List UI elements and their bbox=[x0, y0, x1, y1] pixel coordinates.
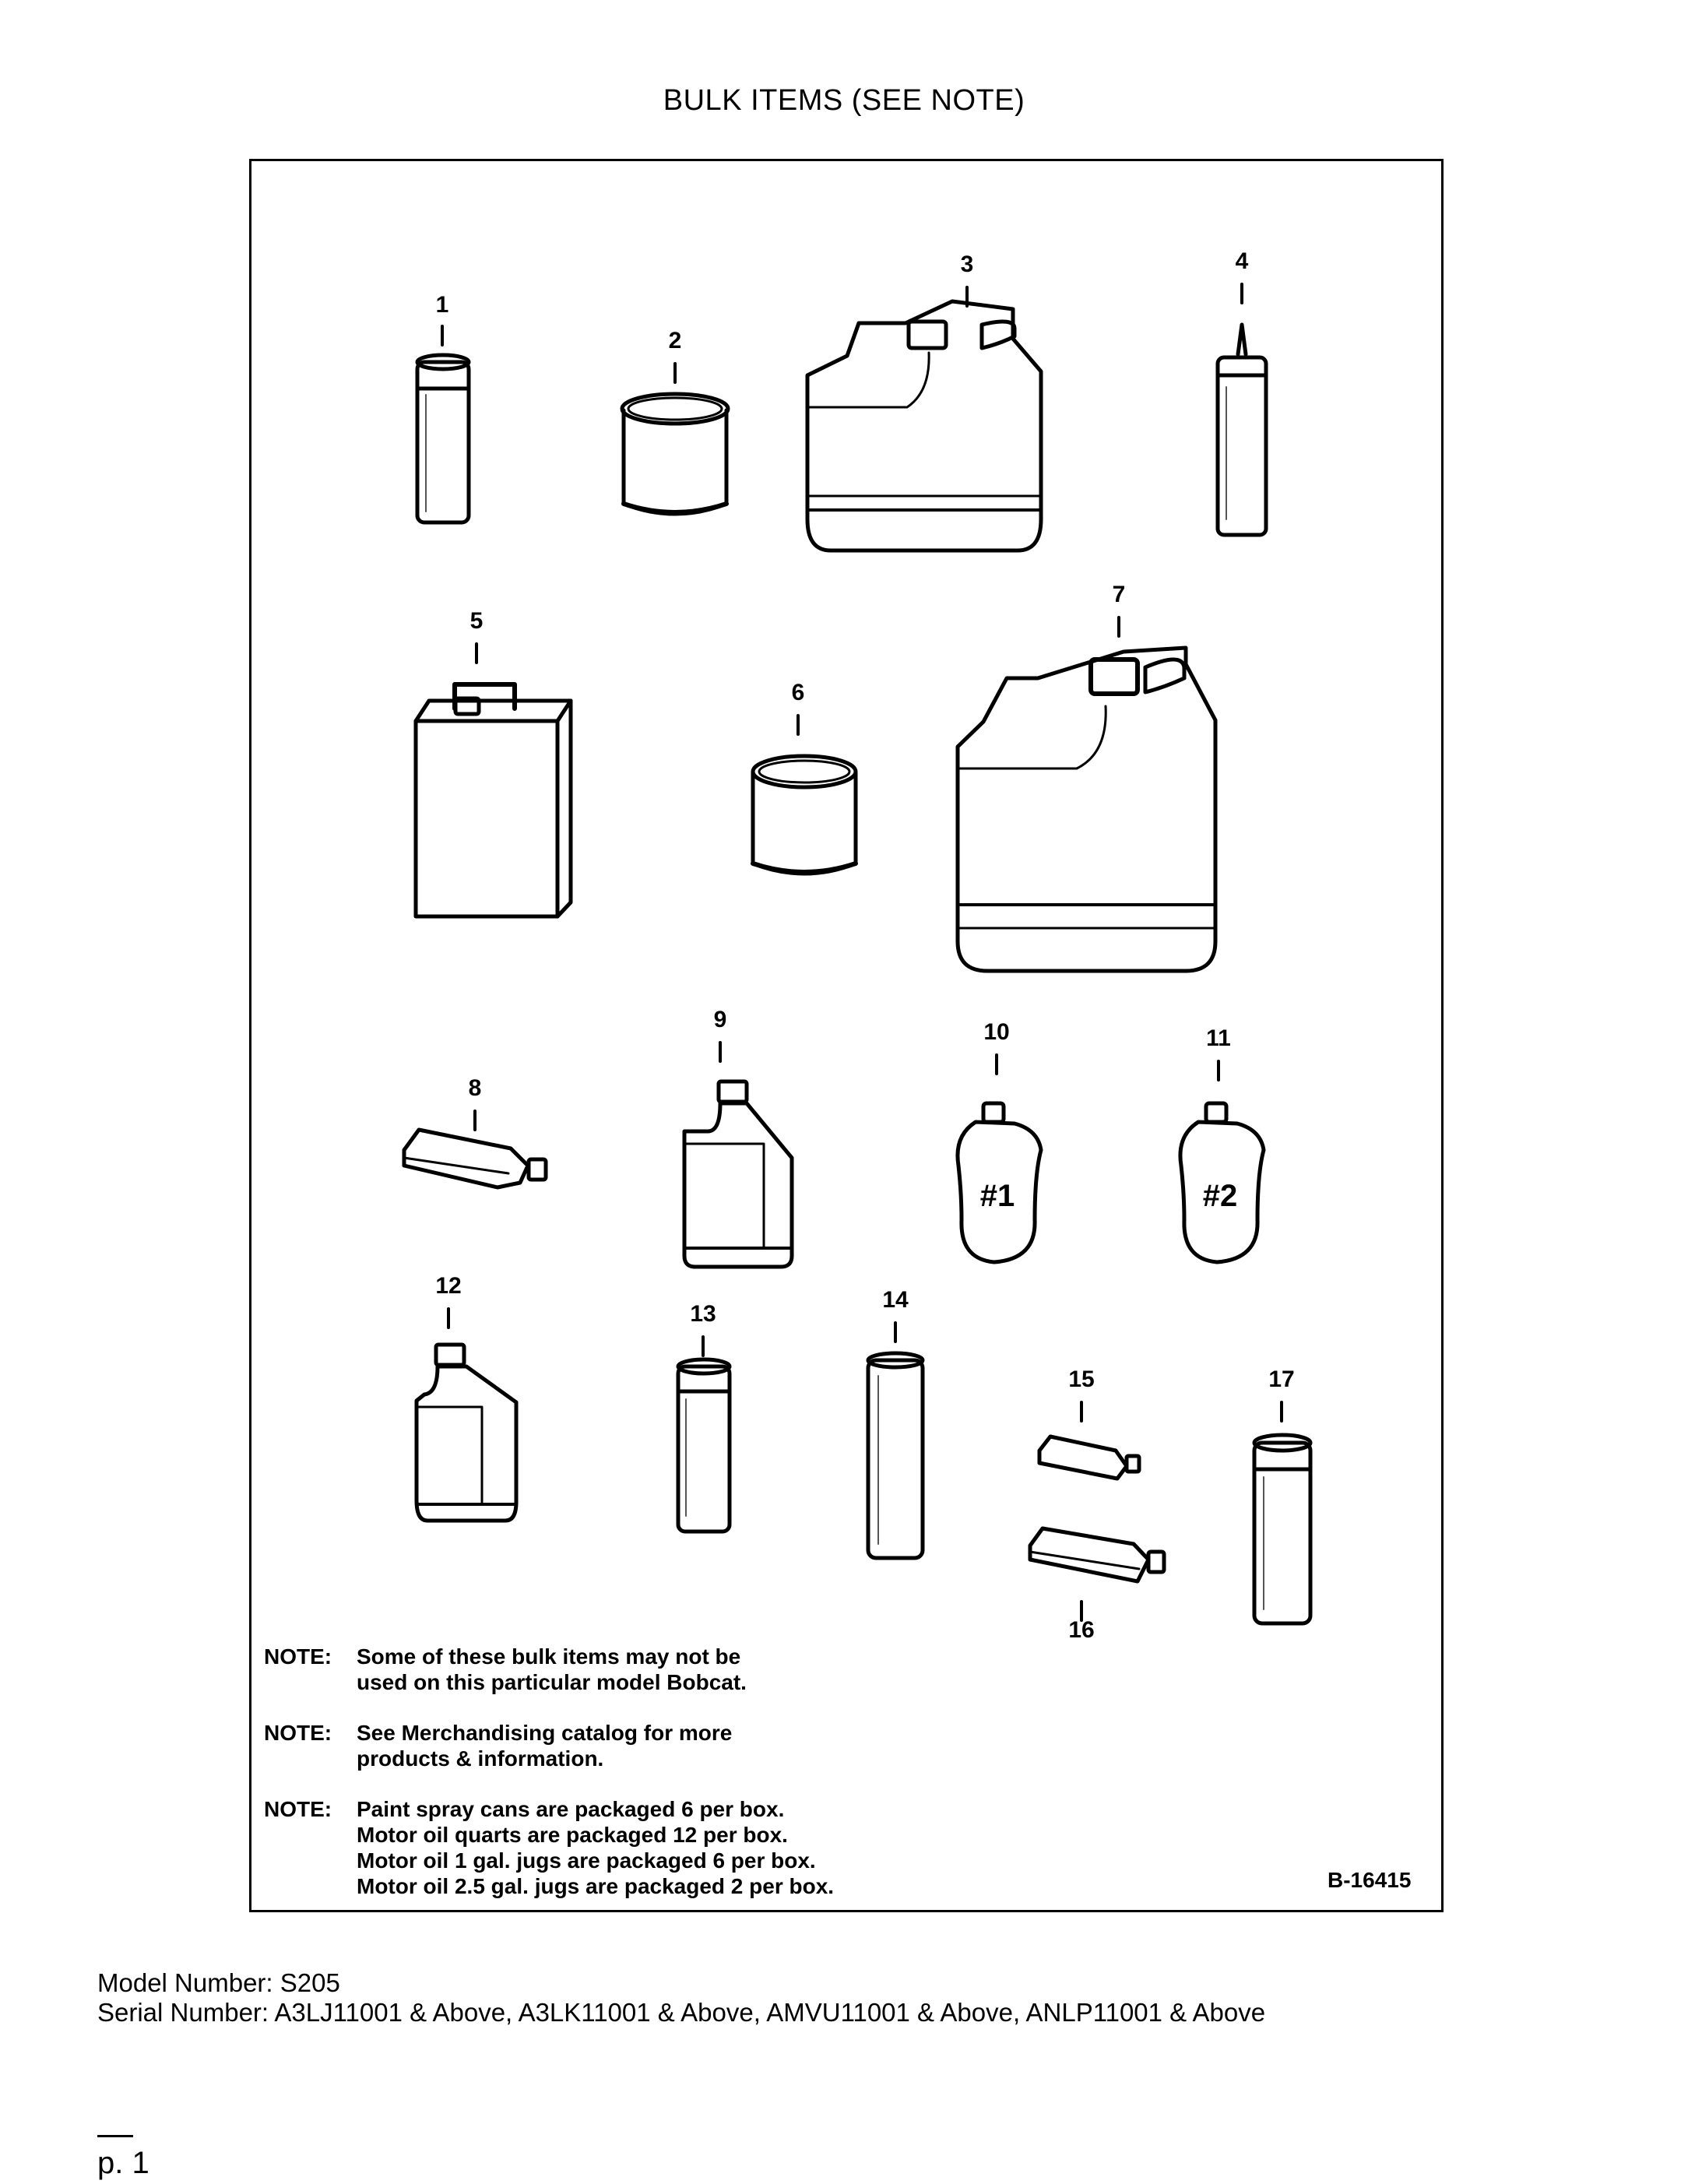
item-12-quart-bottle bbox=[417, 1345, 516, 1521]
callout-number-13: 13 bbox=[690, 1301, 716, 1327]
callout-number-17: 17 bbox=[1268, 1366, 1295, 1392]
callout-numbers bbox=[435, 248, 1294, 1643]
note-text-line: Motor oil 1 gal. jugs are packaged 6 per box. bbox=[357, 1848, 816, 1873]
callout-number-1: 1 bbox=[435, 292, 449, 318]
item-13-spray-can bbox=[678, 1359, 730, 1532]
item-16-tube bbox=[1030, 1528, 1164, 1581]
page-number: p. 1 bbox=[97, 2146, 149, 2180]
item-5-square-can bbox=[416, 684, 571, 916]
callout-number-2: 2 bbox=[668, 328, 682, 353]
item-1-spray-can bbox=[417, 355, 469, 522]
callout-number-12: 12 bbox=[435, 1273, 462, 1299]
note-text-line: used on this particular model Bobcat. bbox=[357, 1670, 747, 1694]
page-number-rule bbox=[97, 2135, 133, 2137]
callout-number-7: 7 bbox=[1112, 582, 1126, 607]
note-text-line: See Merchandising catalog for more bbox=[357, 1721, 733, 1745]
note-label: NOTE: bbox=[264, 1644, 332, 1669]
note-label: NOTE: bbox=[264, 1721, 332, 1745]
callout-leaders bbox=[442, 284, 1282, 1620]
serial-number: Serial Number: A3LJ11001 & Above, A3LK11001 & Above, AMVU11001 & Above, ANLP11001 & Above bbox=[97, 1998, 1266, 2027]
figure-id: B-16415 bbox=[1328, 1868, 1412, 1892]
note-text-line: products & information. bbox=[357, 1746, 604, 1771]
item-15-tube bbox=[1039, 1437, 1139, 1479]
item-14-grease-cartridge bbox=[868, 1353, 923, 1558]
callout-number-8: 8 bbox=[468, 1075, 482, 1101]
callout-number-15: 15 bbox=[1068, 1366, 1095, 1392]
item-2-can bbox=[622, 394, 728, 514]
note-text-line: Some of these bulk items may not be bbox=[357, 1644, 741, 1669]
callout-number-11: 11 bbox=[1206, 1025, 1231, 1051]
note-text-line: Paint spray cans are packaged 6 per box. bbox=[357, 1797, 785, 1821]
note-text-line: Motor oil 2.5 gal. jugs are packaged 2 per box. bbox=[357, 1874, 835, 1898]
callout-number-10: 10 bbox=[983, 1019, 1010, 1045]
illustration-frame bbox=[249, 159, 1444, 1912]
item-17-spray-can bbox=[1254, 1435, 1310, 1623]
callout-number-3: 3 bbox=[960, 251, 974, 277]
model-number: Model Number: S205 bbox=[97, 1968, 340, 1997]
item-9-quart-bottle bbox=[684, 1081, 792, 1267]
item-4-caulk-tube bbox=[1218, 325, 1266, 535]
bottle-10-mark: #1 bbox=[979, 1179, 1015, 1213]
note-text-line: Motor oil quarts are packaged 12 per box. bbox=[357, 1823, 788, 1847]
callout-number-14: 14 bbox=[882, 1287, 909, 1313]
item-6-can bbox=[753, 756, 856, 874]
item-8-tube bbox=[404, 1130, 546, 1187]
callout-number-9: 9 bbox=[713, 1007, 727, 1032]
item-3-jug bbox=[807, 301, 1041, 550]
callout-number-6: 6 bbox=[791, 680, 805, 705]
note-label: NOTE: bbox=[264, 1797, 332, 1821]
callout-number-16: 16 bbox=[1068, 1617, 1095, 1643]
bottle-11-mark: #2 bbox=[1202, 1179, 1238, 1213]
callout-number-5: 5 bbox=[469, 608, 484, 634]
item-7-large-jug bbox=[958, 648, 1215, 971]
callout-number-4: 4 bbox=[1235, 248, 1249, 274]
page-title: BULK ITEMS (SEE NOTE) bbox=[663, 84, 1025, 117]
